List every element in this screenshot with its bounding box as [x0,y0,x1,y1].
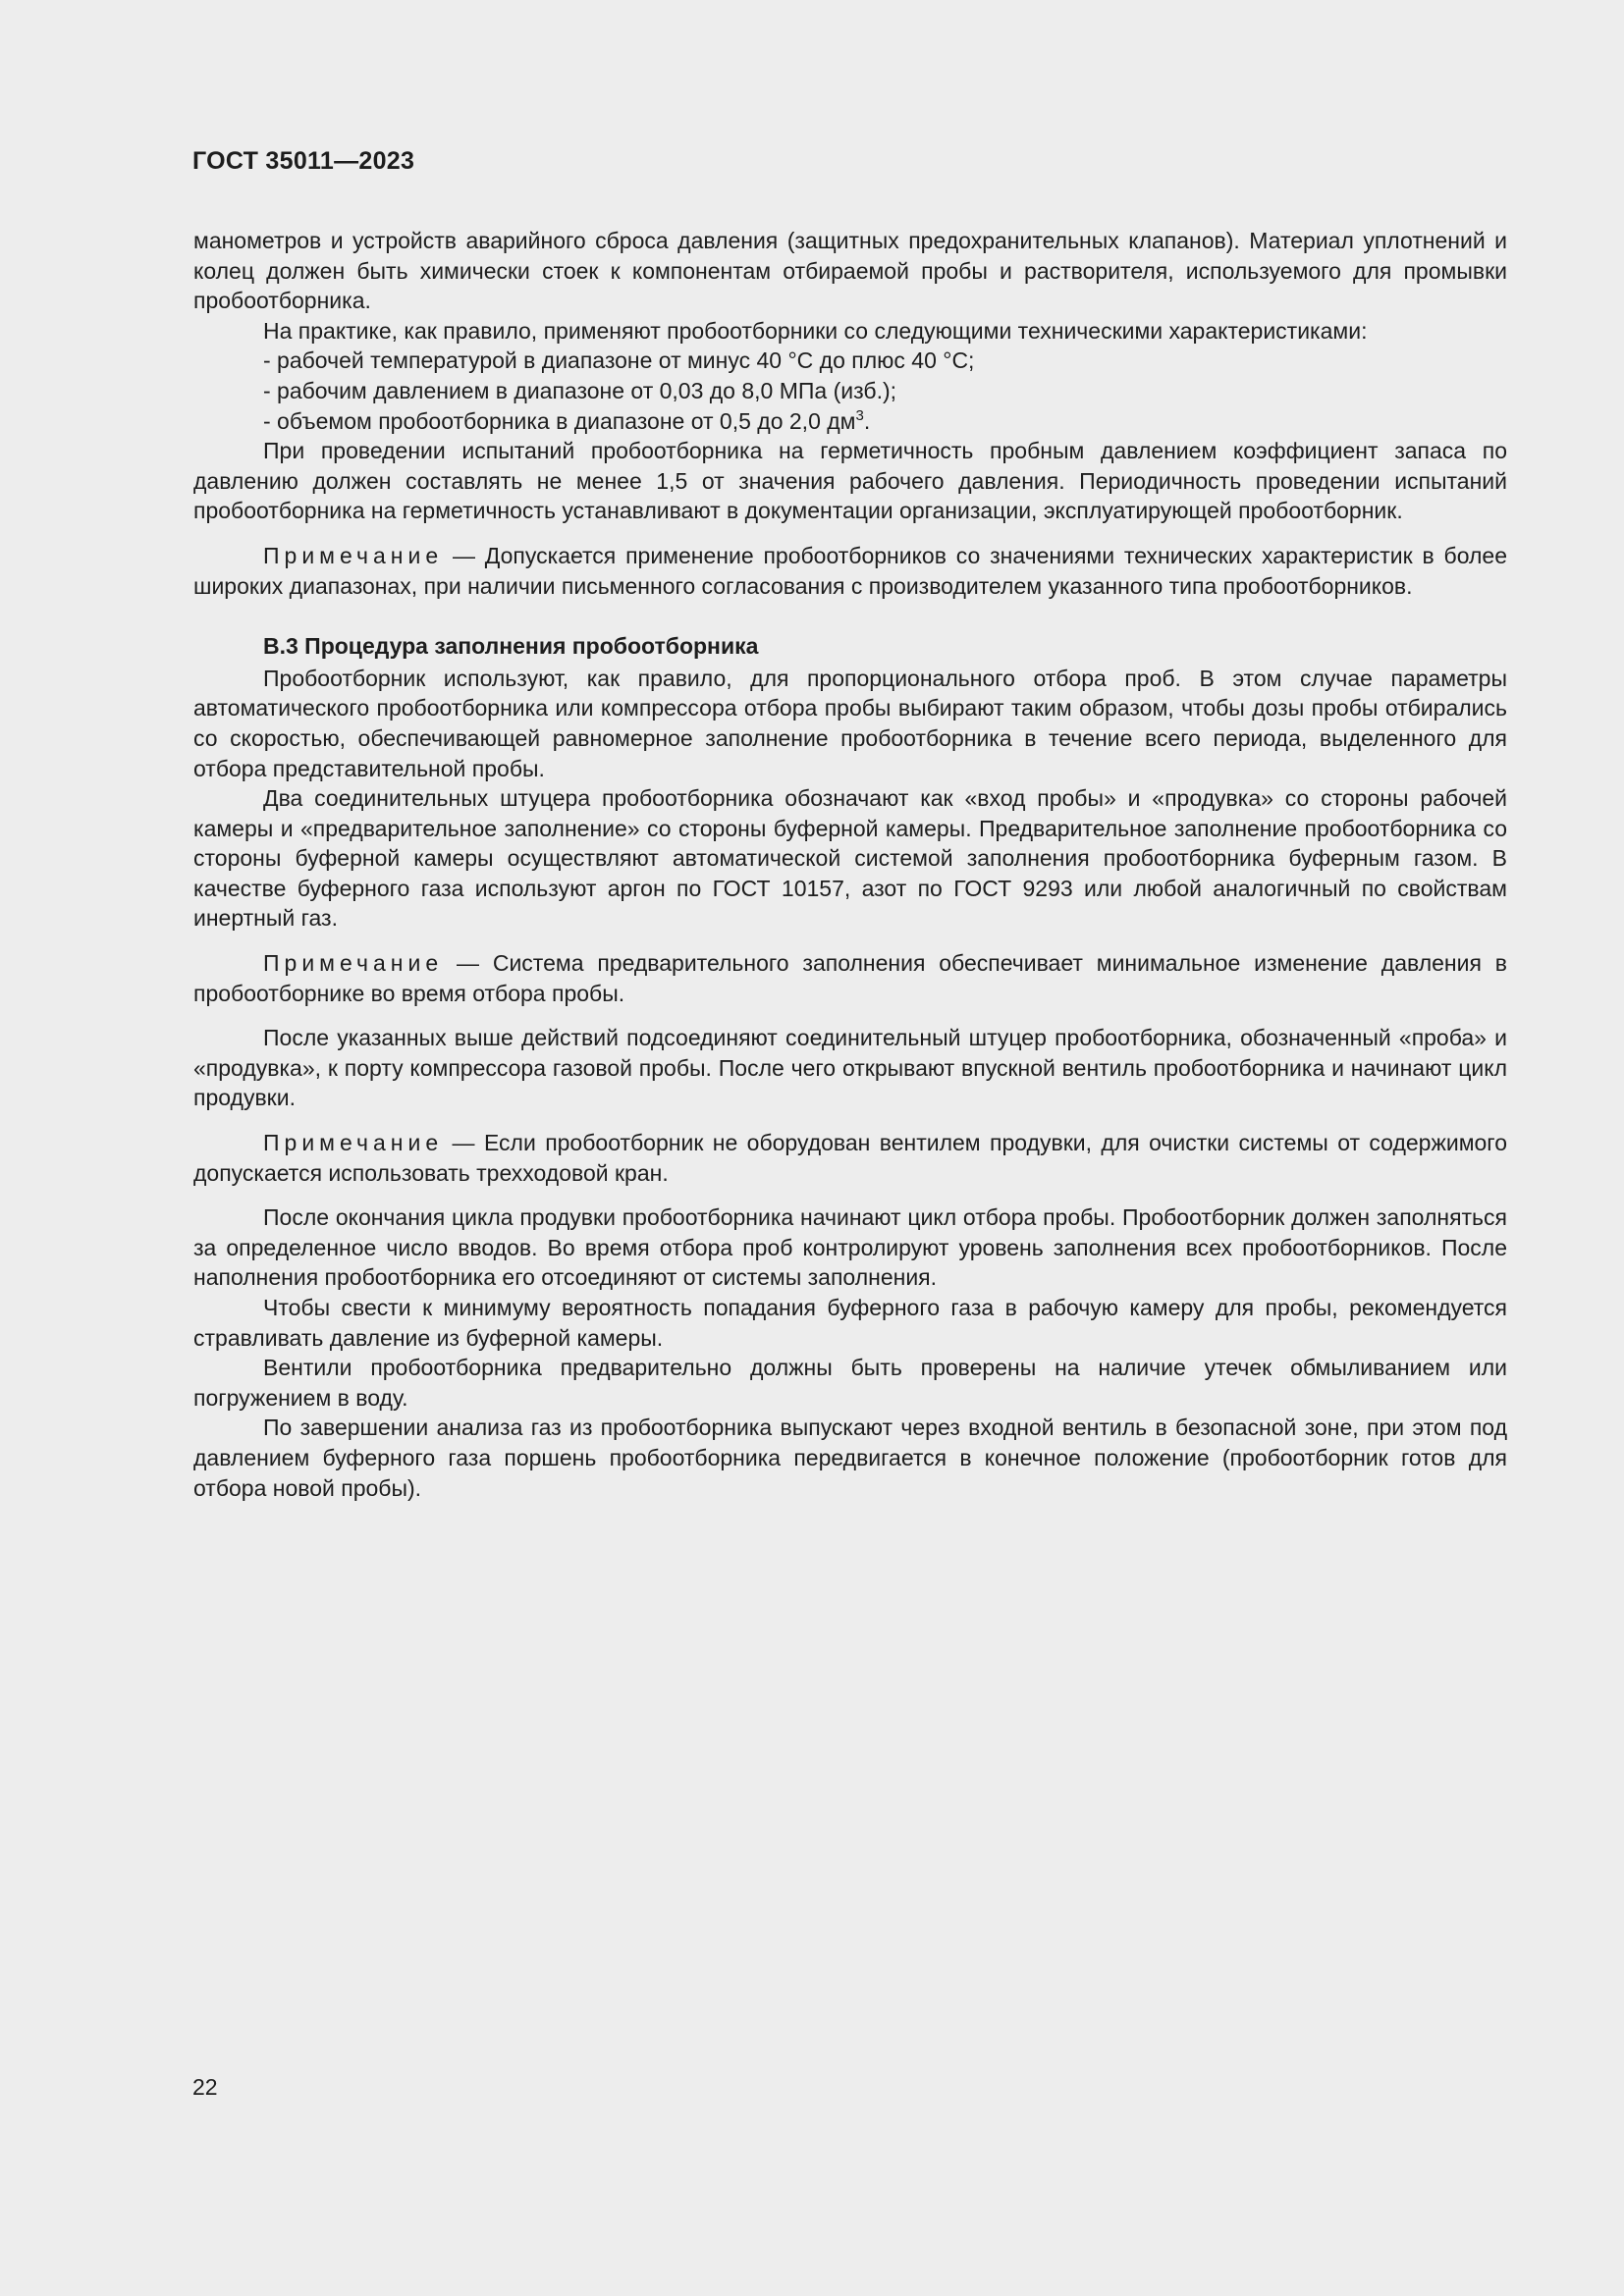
list-item: - рабочей температурой в диапазоне от минус 40 °С до плюс 40 °С; [263,347,975,374]
paragraph: При проведении испытаний пробоотборника на герметичность пробным давлением коэффициент запаса по давлению должен составлять не менее 1,5 от значения рабочего давления. Периодичность проведении испытаний пробоотборника на герметичность устанавливают в документации организации, эксплуатирующей пробоотборник. [193,438,1507,524]
note-label: Примечание [263,1130,444,1156]
note-text: — Система предварительного заполнения обеспечивает минимальное изменение давления в пробоотборнике во время отбора пробы. [193,950,1507,1006]
list-item-text: - объемом пробоотборника в диапазоне от 0,5 до 2,0 дм [263,407,856,434]
note [193,541,1507,601]
paragraph: На практике, как правило, применяют пробоотборники со следующими техническими характеристиками: [263,317,1368,344]
section-title: В.3 Процедура заполнения пробоотборника [263,633,759,660]
paragraph: Пробоотборник используют, как правило, для пропорционального отбора проб. В этом случае параметры автоматического пробоотборника или компрессора отбора пробы выбирают таким образом, чтобы дозы пробы отбирались со скоростью, обеспечивающей равномерное заполнение пробоотборника в течение всего периода, выделенного для отбора представительной пробы. [193,665,1507,781]
note [193,948,1507,1008]
list-item: - рабочим давлением в диапазоне от 0,03 до 8,0 МПа (изб.); [263,377,897,403]
paragraph: манометров и устройств аварийного сброса давления (защитных предохранительных клапанов). Материал уплотнений и колец должен быть химически стоек к компонентам отбираемой пробы и растворителя, используемого для промывки пробоотборника. [193,228,1507,314]
paragraph: По завершении анализа газ из пробоотборника выпускают через входной вентиль в безопасной зоне, при этом под давлением буферного газа поршень пробоотборника передвигается в конечное положение (пробоотборник готов для отбора новой пробы). [193,1415,1507,1501]
paragraph: После указанных выше действий подсоединяют соединительный штуцер пробоотборника, обозначенный «проба» и «продувка», к порту компрессора газовой пробы. После чего открывают впускной вентиль пробоотборника и начинают цикл продувки. [193,1025,1507,1111]
note-text: — Если пробоотборник не оборудован вентилем продувки, для очистки системы от содержимого допускается использовать трехходовой кран. [193,1130,1507,1186]
list-item-end: . [863,407,871,434]
document-header: ГОСТ 35011—2023 [192,147,415,175]
superscript: 3 [855,406,864,424]
page-number: 22 [192,2074,218,2100]
note [193,1128,1507,1188]
paragraph: Два соединительных штуцера пробоотборника обозначают как «вход пробы» и «продувка» со стороны рабочей камеры и «предварительное заполнение» со стороны буферной камеры. Предварительное заполнение пробоотборника со стороны буферной камеры осуществляют автоматической системой заполнения пробоотборника буферным газом. В качестве буферного газа используют аргон по ГОСТ 10157, азот по ГОСТ 9293 или любой аналогичный по свойствам инертный газ. [193,785,1507,932]
note-text: — Допускается применение пробоотборников со значениями технических характеристик в более широких диапазонах, при наличии письменного согласования с производителем указанного типа пробоотборников. [193,542,1507,599]
paragraph: После окончания цикла продувки пробоотборника начинают цикл отбора пробы. Пробоотборник должен заполняться за определенное число вводов. Во время отбора проб контролируют уровень заполнения всех пробоотборников. После наполнения пробоотборника его отсоединяют от системы заполнения. [193,1204,1507,1291]
list-item [193,406,1507,437]
note-label: Примечание [263,542,444,568]
paragraph: Вентили пробоотборника предварительно должны быть проверены на наличие утечек обмыливанием или погружением в воду. [193,1355,1507,1411]
paragraph: Чтобы свести к минимуму вероятность попадания буферного газа в рабочую камеру для пробы, рекомендуется стравливать давление из буферной камеры. [193,1295,1507,1351]
note-label: Примечание [263,950,444,977]
document-body [193,226,1507,1503]
